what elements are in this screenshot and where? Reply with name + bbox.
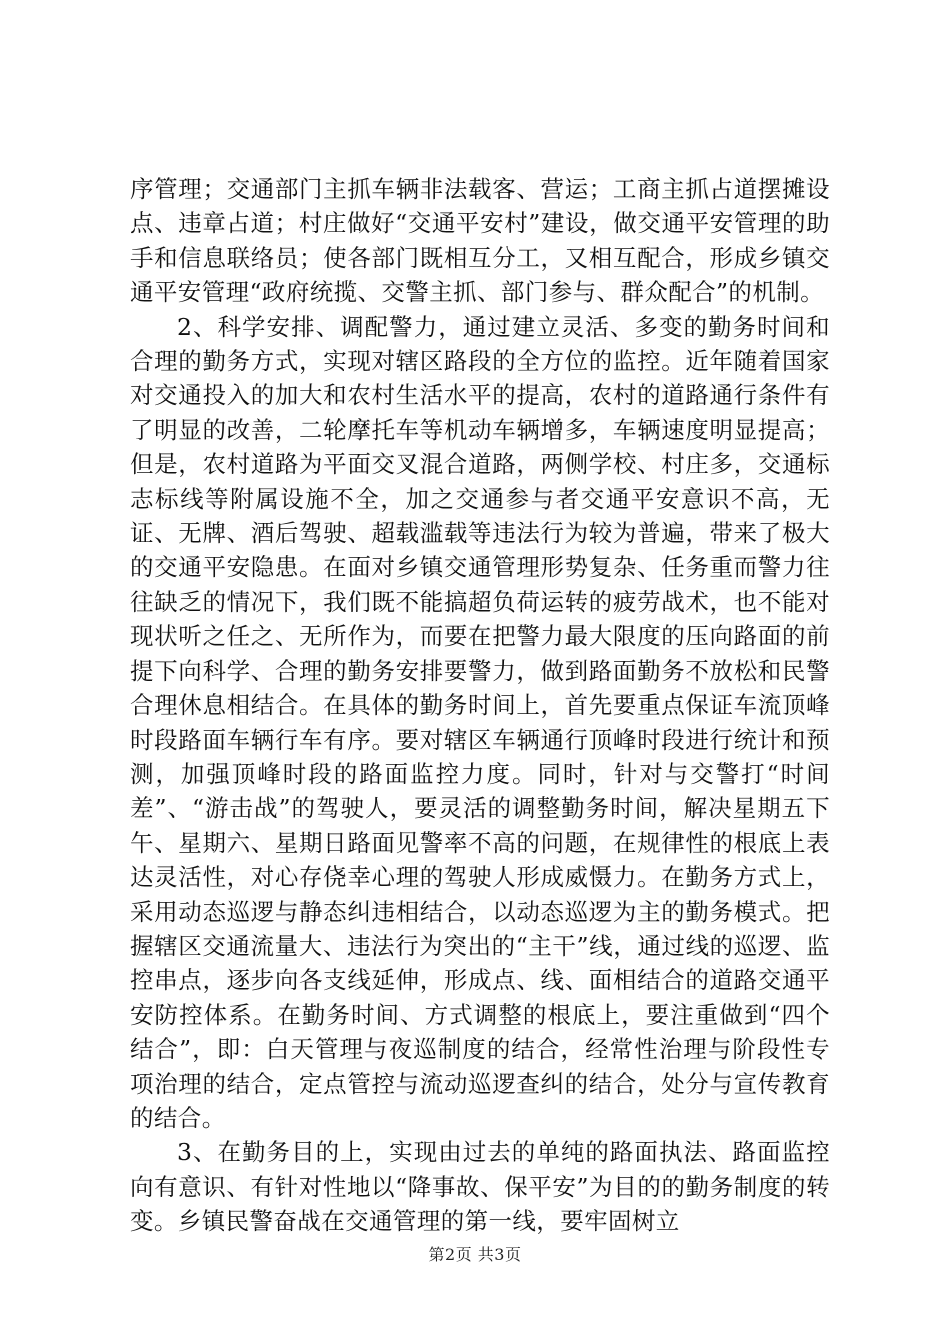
page-number: 第2页 共3页: [428, 1245, 522, 1264]
paragraph-continuation: 序管理；交通部门主抓车辆非法载客、营运；工商主抓占道摆摊设点、违章占道；村庄做好“交通平安村”建设，做交通平安管理的助手和信息联络员；使各部门既相互分工，又相互配合，形成乡镇交通平安管理“政府统揽、交警主抓、部门参与、群众配合”的机制。: [130, 175, 830, 307]
paragraph-point-2: 2、科学安排、调配警力，通过建立灵活、多变的勤务时间和合理的勤务方式，实现对辖区路段的全方位的监控。近年随着国家对交通投入的加大和农村生活水平的提高，农村的道路通行条件有了明显的改善，二轮摩托车等机动车辆增多，车辆速度明显提高；但是，农村道路为平面交叉混合道路，两侧学校、村庄多，交通标志标线等附属设施不全，加之交通参与者交通平安意识不高，无证、无牌、酒后驾驶、超载滥载等违法行为较为普遍，带来了极大的交通平安隐患。在面对乡镇交通管理形势复杂、任务重而警力往往缺乏的情况下，我们既不能搞超负荷运转的疲劳战术，也不能对现状听之任之、无所作为，而要在把警力最大限度的压向路面的前提下向科学、合理的勤务安排要警力，做到路面勤务不放松和民警合理休息相结合。在具体的勤务时间上，首先要重点保证车流顶峰时段路面车辆行车有序。要对辖区车辆通行顶峰时段进行统计和预测，加强顶峰时段的路面监控力度。同时，针对与交警打“时间差”、“游击战”的驾驶人，要灵活的调整勤务时间，解决星期五下午、星期六、星期日路面见警率不高的问题，在规律性的根底上表达灵活性，对心存侥幸心理的驾驶人形成威慑力。在勤务方式上，采用动态巡逻与静态纠违相结合，以动态巡逻为主的勤务模式。把握辖区交通流量大、违法行为突出的“主干”线，通过线的巡逻、监控串点，逐步向各支线延伸，形成点、线、面相结合的道路交通平安防控体系。在勤务时间、方式调整的根底上，要注重做到“四个结合”，即：白天管理与夜巡制度的结合，经常性治理与阶段性专项治理的结合，定点管控与流动巡逻查纠的结合，处分与宣传教育的结合。: [130, 312, 830, 1132]
paragraph-point-3: 3、在勤务目的上，实现由过去的单纯的路面执法、路面监控向有意识、有针对性地以“降事故、保平安”为目的的勤务制度的转变。乡镇民警奋战在交通管理的第一线，要牢固树立: [130, 1138, 830, 1236]
document-body: [130, 172, 830, 1239]
